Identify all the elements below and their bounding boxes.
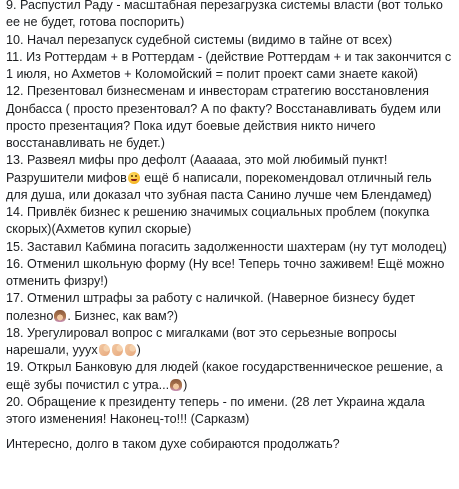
list-item-17 — [6, 290, 455, 325]
person-shrugging-emoji-icon — [170, 379, 182, 391]
list-item-17-text-b: . Бизнес, как вам?) — [67, 308, 178, 323]
list-item-19 — [6, 359, 455, 394]
flexed-biceps-emoji-icon — [99, 344, 110, 356]
list-item-18-text-b: ) — [136, 343, 141, 357]
person-shrugging-emoji-icon — [54, 310, 66, 322]
flexed-biceps-emoji-icon — [112, 344, 123, 356]
list-item-9: 9. Распустил Раду - масштабная перезагрузка системы власти (вот только ее не будет, готова поспорить) — [6, 0, 443, 30]
list-item-13 — [6, 152, 455, 204]
list-item-10: 10. Начал перезапуск судебной системы (видимо в тайне от всех) — [6, 32, 393, 47]
list-item-13-text-a: 13. Развеял мифы про дефолт (Аааааа, это мой любимый пункт! Разрушители мифов — [6, 153, 388, 185]
list-item-15: 15. Заставил Кабмина погасить задолженности шахтерам (ну тут молодец) — [6, 239, 447, 254]
list-item-20: 20. Обращение к президенту теперь - по имени. (28 лет Украина ждала этого изменения! Наконец-то!!! (Сарказм) — [6, 394, 425, 426]
list-item-17-text-a: 17. Отменил штрафы за работу с наличкой. (Наверное бизнесу будет полезно — [6, 291, 416, 323]
list-item-18-text-a: 18. Урегулировал вопрос с мигалками (вот это серьезные вопросы нарешали, ууух — [6, 325, 397, 357]
grinning-face-emoji-icon — [128, 172, 140, 184]
post-text — [6, 0, 455, 454]
list-item-13-text-b: ещё б написали, порекомендовал отличный гель для душа, или доказал что зубная паста Санино лучше чем Блендамед) — [6, 170, 432, 202]
list-item-19-text-a: 19. Открыл Банковую для людей (какое государственническое решение, а ещё зубы почистил с утра... — [6, 360, 443, 392]
list-item-16: 16. Отменил школьную форму (Ну все! Теперь точно заживем! Ещё можно отменить физру!) — [6, 256, 445, 288]
list-item-12: 12. Презентовал бизнесменам и инвесторам стратегию восстановления Донбасса ( просто презентовал? А по факту? Восстанавливать будем или просто презентация? Пока идут боевые действия никто ничего восстанавливать не будет.) — [6, 84, 441, 150]
list-item-14: 14. Привлёк бизнес к решению значимых социальных проблем (покупка скорых)(Ахметов купил скорые) — [6, 205, 430, 237]
flexed-biceps-emoji-icon — [125, 344, 136, 356]
list-item-19-text-b: ) — [183, 377, 188, 392]
list-item-18 — [6, 325, 455, 360]
list-item-11: 11. Из Роттердам + в Роттердам - (действие Роттердам + и так закончится с 1 июля, но Ахметов + Коломойский = полит проект сами знаете какой) — [6, 49, 452, 81]
closing-question: Интересно, долго в таком духе собираются продолжать? — [6, 437, 340, 452]
